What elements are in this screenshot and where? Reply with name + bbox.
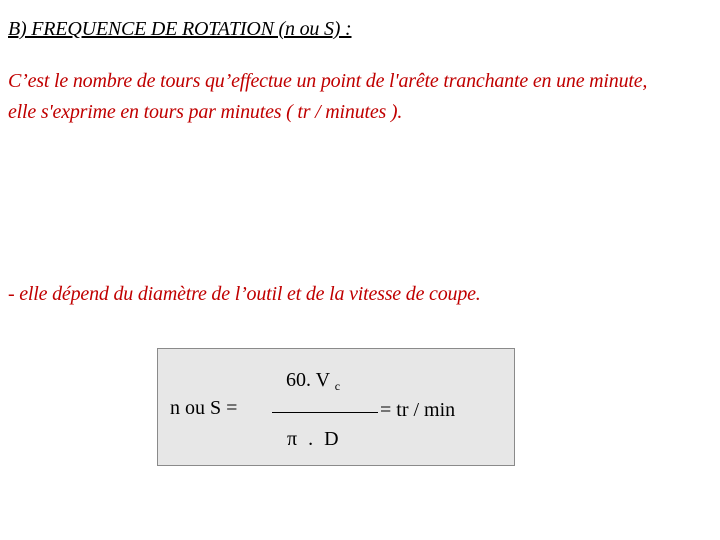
fraction-bar [272, 412, 378, 413]
formula-numerator-text: 60. V [286, 369, 330, 391]
formula-numerator-subscript: c [334, 379, 341, 393]
definition-paragraph [8, 66, 713, 128]
formula-denominator: π . D [287, 428, 342, 450]
rotation-formula-box [157, 348, 515, 466]
formula-right-side: = tr / min [380, 399, 456, 421]
section-title: B) FREQUENCE DE ROTATION (n ou S) : [8, 18, 352, 40]
formula-left-side: n ou S = [170, 397, 238, 419]
definition-line-1: C’est le nombre de tours qu’effectue un point de l'arête tranchante en une minute, [8, 70, 648, 92]
formula-numerator [286, 369, 340, 394]
dependence-note: - elle dépend du diamètre de l’outil et de la vitesse de coupe. [8, 283, 481, 305]
definition-line-2: elle s'exprime en tours par minutes ( tr / minutes ). [8, 101, 403, 123]
